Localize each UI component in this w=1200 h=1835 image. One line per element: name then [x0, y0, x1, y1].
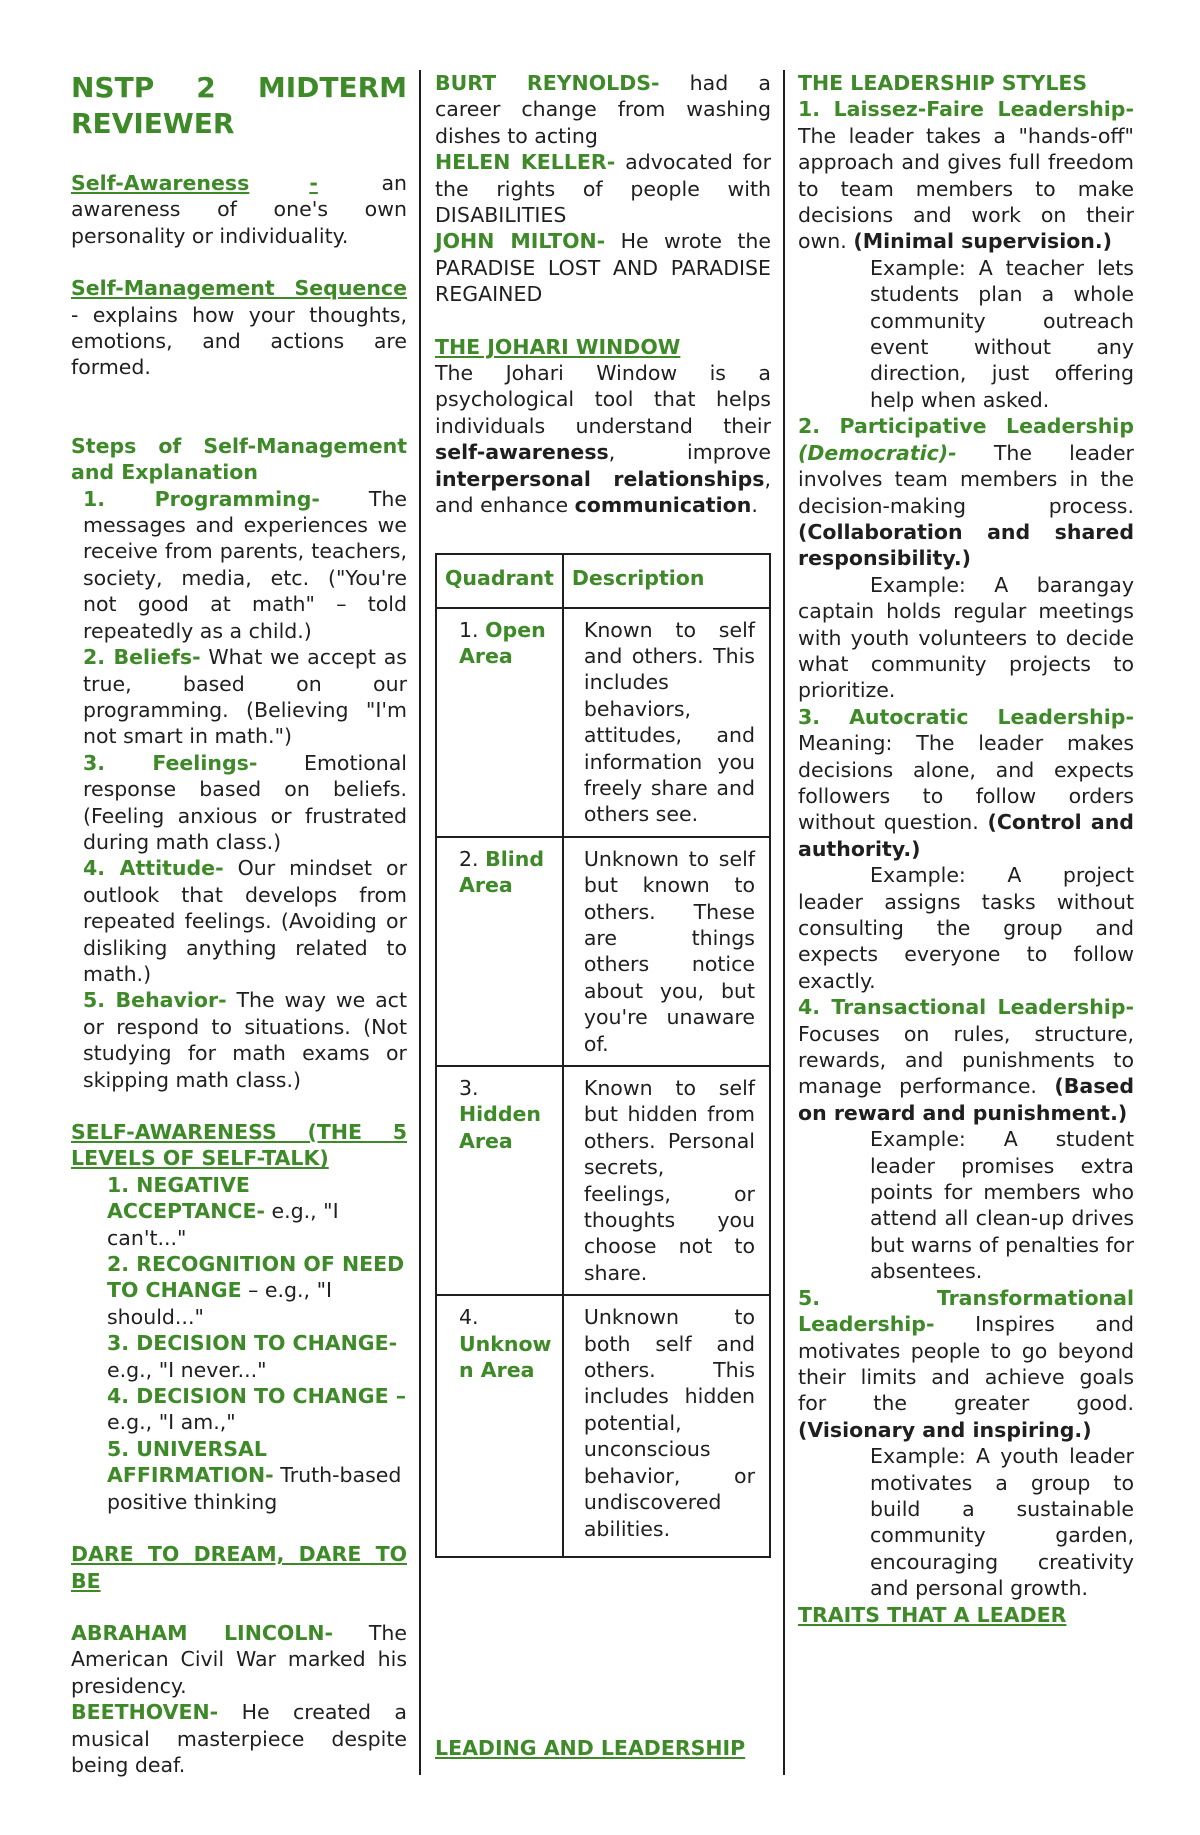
table-header-quadrant: Quadrant — [436, 554, 563, 608]
column-3 — [798, 70, 1134, 1628]
self-awareness-term: Self-Awareness — [71, 171, 250, 195]
style-item: 4. Transactional Leadership- Focuses on rules, structure, rewards, and punishments to manage performance. (Based on reward and punishment.) — [798, 995, 1134, 1125]
step-item: 4. Attitude- Our mindset or outlook that develops from repeated feelings. (Avoiding or disliking anything related to math.) — [83, 856, 407, 986]
page-title-line-2: REVIEWER — [71, 107, 235, 140]
sms-term: Self-Management Sequence — [71, 276, 407, 301]
quadrant-cell: 3. Hidden Area — [436, 1066, 563, 1295]
traits-heading: TRAITS THAT A LEADER — [798, 1602, 1067, 1627]
dare-heading: DARE TO DREAM, DARE TO BE — [71, 1542, 407, 1593]
johari-window-table — [435, 553, 771, 1559]
style-item: 3. Autocratic Leadership- Meaning: The leader makes decisions alone, and expects followers to follow orders without question. (Control and authority.) — [798, 704, 1134, 861]
style-example: Example: A project leader assigns tasks without consulting the group and expects everyone to follow exactly. — [798, 863, 1134, 993]
table-row — [436, 1066, 770, 1295]
column-divider-right — [783, 70, 785, 1775]
level-item: 4. DECISION TO CHANGE – e.g., "I am.," — [107, 1384, 406, 1435]
description-cell: Known to self and others. This includes behaviors, attitudes, and information you freely share and others see. — [563, 608, 770, 837]
leadership-styles-heading: THE LEADERSHIP STYLES — [798, 71, 1088, 95]
style-example: Example: A barangay captain holds regular meetings with youth volunteers to decide what community projects to prioritize. — [798, 572, 1134, 703]
johari-heading: THE JOHARI WINDOW — [435, 334, 681, 359]
style-item: 2. Participative Leadership (Democratic)- The leader involves team members in the decision-making process. (Collaboration and shared responsibility.) — [798, 414, 1134, 571]
style-item: 1. Laissez-Faire Leadership- The leader takes a "hands-off" approach and gives full freedom to team members to make decisions and work on their own. (Minimal supervision.) — [798, 97, 1134, 254]
level-item: 5. UNIVERSAL AFFIRMATION- Truth-based positive thinking — [107, 1436, 402, 1514]
person-item: JOHN MILTON- He wrote the PARADISE LOST AND PARADISE REGAINED — [435, 229, 771, 307]
sms-text: - explains how your thoughts, emotions, and actions are formed. — [71, 302, 407, 380]
style-item: 5. Transformational Leadership- Inspires and motivates people to go beyond their limits and achieve goals for the greater good. (Visionary and inspiring.) — [798, 1285, 1134, 1442]
person-item: BURT REYNOLDS- had a career change from washing dishes to acting — [435, 71, 771, 148]
self-awareness-text: an awareness of one's own personality or individuality. — [71, 171, 407, 248]
table-row — [436, 1295, 770, 1557]
quadrant-cell: 2. Blind Area — [436, 837, 563, 1066]
person-item: HELEN KELLER- advocated for the rights of people with DISABILITIES — [435, 150, 771, 228]
column-1 — [71, 70, 407, 1778]
table-header-row — [436, 554, 770, 608]
style-example: Example: A teacher lets students plan a whole community outreach event without any direction, just offering help when asked. — [870, 255, 1134, 412]
style-example: Example: A student leader promises extra points for members who attend all clean-up drives but warns of penalties for absentees. — [870, 1127, 1134, 1284]
table-row — [436, 837, 770, 1066]
table-row — [436, 608, 770, 837]
level-item: 3. DECISION TO CHANGE- e.g., "I never..." — [107, 1331, 398, 1382]
level-item: 1. NEGATIVE ACCEPTANCE- e.g., "I can't..." — [107, 1172, 339, 1250]
description-cell: Unknown to both self and others. This includes hidden potential, unconscious behavior, or undiscovered abilities. — [563, 1295, 770, 1557]
steps-heading: Steps of Self-Management and Explanation — [71, 433, 407, 485]
quadrant-cell: 1. Open Area — [436, 608, 563, 837]
levels-list — [71, 1172, 407, 1515]
description-cell: Known to self but hidden from others. Personal secrets, feelings, or thoughts you choose not to share. — [563, 1066, 770, 1295]
steps-list — [71, 486, 407, 1093]
self-management-sequence-definition — [71, 275, 407, 381]
column-2 — [435, 70, 771, 1558]
quadrant-cell: 4. Unknown Area — [436, 1295, 563, 1557]
table-header-description: Description — [563, 554, 770, 608]
page-title-line-1: NSTP 2 MIDTERM — [71, 71, 407, 104]
step-item: 2. Beliefs- What we accept as true, based on our programming. (Believing "I'm not smart in math.") — [83, 645, 407, 749]
person-item: ABRAHAM LINCOLN- The American Civil War marked his presidency. — [71, 1620, 407, 1698]
column-divider-left — [419, 70, 421, 1775]
step-item: 1. Programming- The messages and experiences we receive from parents, teachers, society, media, etc. ("You're not good at math" – told repeatedly as a child.) — [83, 486, 407, 643]
step-item: 5. Behavior- The way we act or respond to situations. (Not studying for math exams or skipping math class.) — [83, 988, 407, 1092]
self-awareness-dash: - — [309, 171, 318, 195]
leading-heading-block — [435, 1735, 771, 1761]
level-item: 2. RECOGNITION OF NEED TO CHANGE – e.g., "I should..." — [107, 1252, 405, 1329]
description-cell: Unknown to self but known to others. These are things others notice about you, but you're unaware of. — [563, 837, 770, 1066]
self-awareness-definition — [71, 170, 407, 249]
style-example: Example: A youth leader motivates a group to build a sustainable community garden, encouraging creativity and personal growth. — [870, 1444, 1134, 1601]
step-item: 3. Feelings- Emotional response based on beliefs. (Feeling anxious or frustrated during math class.) — [83, 750, 407, 854]
person-item: BEETHOVEN- He created a musical masterpiece despite being deaf. — [71, 1700, 407, 1777]
leading-heading: LEADING AND LEADERSHIP — [435, 1736, 746, 1760]
johari-intro: The Johari Window is a psychological tool that helps individuals understand their self-awareness, improve interpersonal relationships, and enhance communication. — [435, 361, 771, 518]
self-talk-levels-heading: SELF-AWARENESS (THE 5 LEVELS OF SELF-TALK) — [71, 1120, 407, 1171]
